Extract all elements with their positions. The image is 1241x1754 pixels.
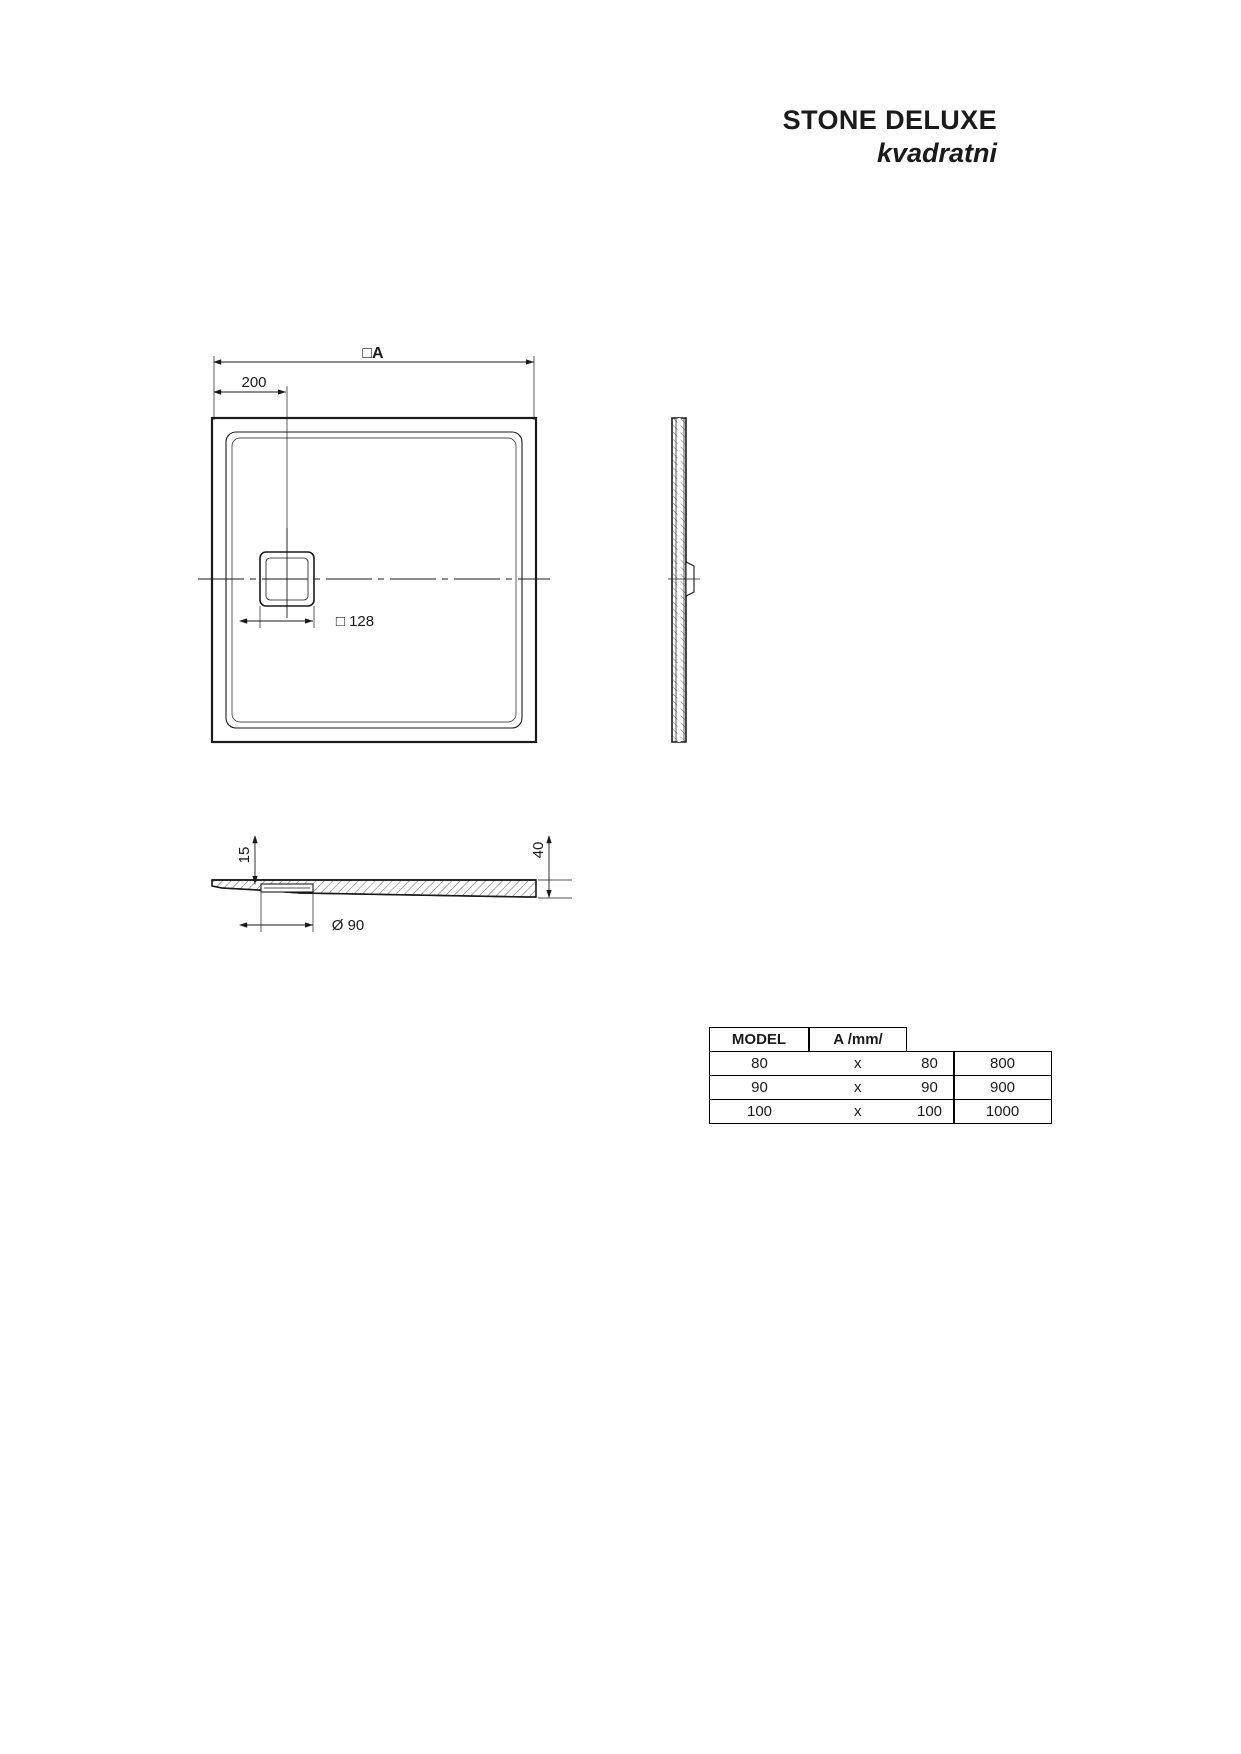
tray-inner-outline [226, 432, 522, 728]
tray-inner-outline-2 [232, 438, 516, 722]
dim-label-offset-200: 200 [241, 374, 267, 391]
dim-label-15: 15 [236, 846, 253, 864]
cell-a-value: 1000 [954, 1100, 1052, 1124]
cell-model-a: 80 [710, 1052, 810, 1076]
dim-label-width: □A [362, 345, 384, 362]
top-view-group [198, 345, 550, 742]
specification-table [709, 1027, 1052, 1124]
cell-model-a: 100 [710, 1100, 810, 1124]
table-header-model: MODEL [710, 1028, 810, 1052]
cell-model-x: x [809, 1076, 907, 1100]
dim-label-d90: Ø 90 [331, 917, 365, 934]
section-view-group [212, 836, 572, 934]
cell-a-value: 900 [954, 1076, 1052, 1100]
dim-label-40: 40 [530, 841, 547, 859]
table-header-a: A /mm/ [809, 1028, 907, 1052]
product-title: STONE DELUXE [782, 105, 997, 135]
cell-model-b: 90 [907, 1076, 954, 1100]
cell-model-b: 80 [907, 1052, 954, 1076]
dim-label-drain-128: □ 128 [335, 613, 375, 630]
table-header-row [710, 1028, 1052, 1052]
product-subtitle: kvadratni [876, 137, 997, 168]
cell-model-x: x [809, 1100, 907, 1124]
side-view-group [668, 418, 700, 742]
cell-model-a: 90 [710, 1076, 810, 1100]
table-row [710, 1052, 1052, 1076]
table-row [710, 1076, 1052, 1100]
cell-a-value: 800 [954, 1052, 1052, 1076]
cell-model-x: x [809, 1052, 907, 1076]
cell-model-b: 100 [907, 1100, 954, 1124]
table-row [710, 1100, 1052, 1124]
